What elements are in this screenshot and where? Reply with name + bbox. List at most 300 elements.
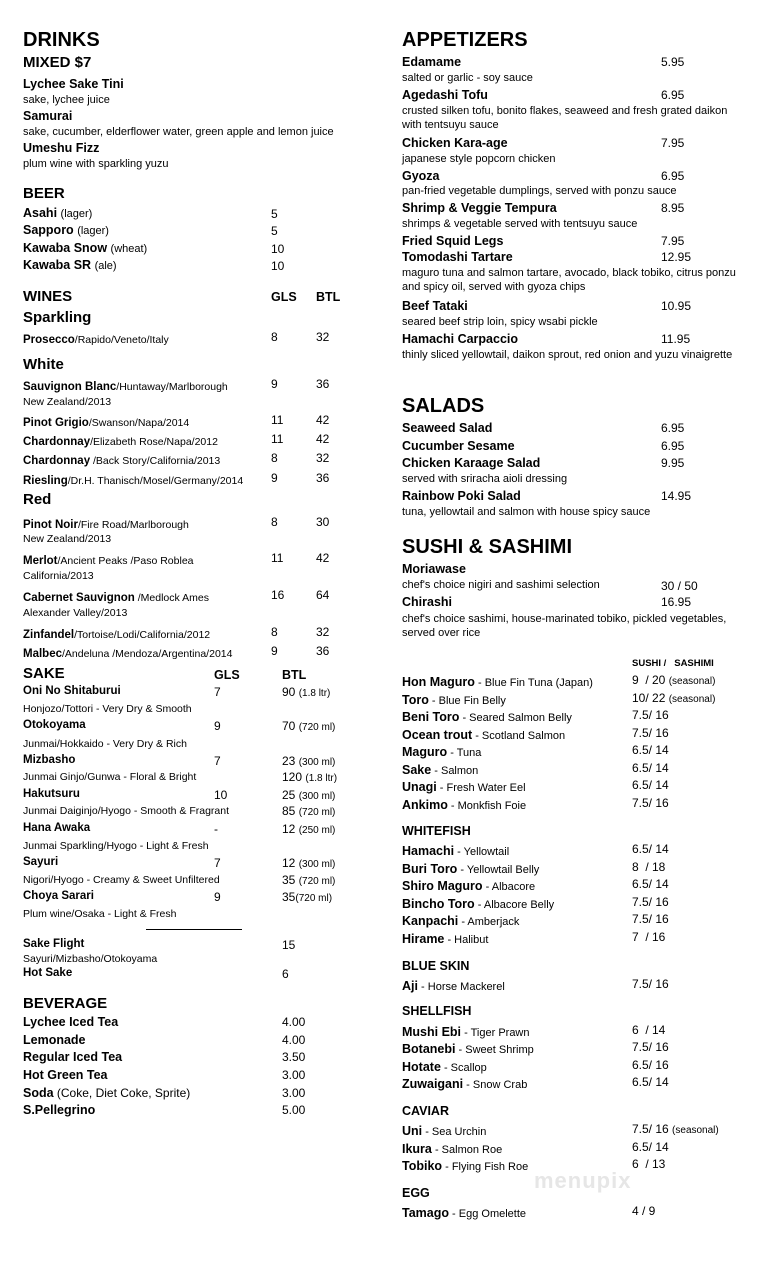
sake-name: Hakutsuru [23,788,80,800]
sushi-name: Ankimo [402,798,448,812]
sushi-name: Bincho Toro [402,897,475,911]
sake-btl-size: (250 ml) [298,825,336,836]
sushi-price: 6.5/ 14 [632,743,669,757]
sushi-desc: - Salmon [431,765,479,777]
sushi-note: (seasonal) [668,676,716,687]
sushi-name: Botanebi [402,1042,456,1056]
app-name: Beef Tataki [402,299,468,313]
beer-item [23,224,109,237]
beverage-name: Hot Green Tea [23,1068,108,1082]
red-title: Red [23,491,52,508]
wine-detail: /Fire Road/Marlborough [77,519,189,531]
salads-title: SALADS [402,395,485,417]
beverage-item [23,1069,108,1082]
beverage-name: Soda [23,1086,54,1100]
sushi-name: Ocean trout [402,728,473,742]
wine-btl: 32 [316,451,330,465]
beverage-item [23,1034,86,1047]
salad-name: Rainbow Poki Salad [402,489,521,503]
app-desc: seared beef strip loin, spicy wsabi pickle [402,316,598,328]
beverage-name: S.Pellegrino [23,1103,96,1117]
sushi-item [402,878,535,894]
beverage-title: BEVERAGE [23,995,108,1012]
app-name: Gyoza [402,169,440,183]
sushi-item [402,797,526,813]
sushi-item [402,744,481,760]
app-name: Hamachi Carpaccio [402,332,519,346]
sushi-item [402,1205,526,1221]
sake-name: Choya Sarari [23,890,94,902]
sushi-name: Maguro [402,745,448,759]
sushi-name: Ikura [402,1142,432,1156]
wine-detail2: New Zealand/2013 [23,396,112,408]
sushi-price-value: 10/ 22 [632,691,666,705]
blueskin-title: BLUE SKIN [402,959,470,973]
wine-detail: /Dr.H. Thanisch/Mosel/Germany/2014 [67,475,244,487]
wine-btl: 30 [316,515,330,529]
wine-name: Pinot Grigio [23,417,89,429]
salad-price: 6.95 [661,439,685,453]
beverage-name: Regular Iced Tea [23,1050,123,1064]
wine-detail: /Rapido/Veneto/Italy [74,334,169,346]
appetizers-title: APPETIZERS [402,29,528,51]
sushi-name: Hon Maguro [402,675,475,689]
app-name: Chicken Kara-age [402,136,508,150]
wine-name: Pinot Noir [23,519,78,531]
sushi-desc: - Albacore Belly [474,899,555,911]
app-desc: japanese style popcorn chicken [402,153,556,165]
sake-btl-size: (300 ml) [298,791,336,802]
beer-name: Kawaba SR [23,258,92,272]
beer-item [23,242,147,255]
app-name: Edamame [402,55,462,69]
app-desc: crusted silken tofu, bonito flakes, seaweed and fresh grated daikon with tentsuyu sauce [402,105,728,131]
sake-btl [282,805,335,818]
wine-btl: 42 [316,432,330,446]
sake-btl [282,891,332,904]
sushi-item [402,727,565,743]
sushi-name: Shiro Maguro [402,879,483,893]
mixed-item-desc: sake, lychee juice [23,94,110,106]
sushi-item [402,674,593,690]
sake-desc: Nigori/Hyogo - Creamy & Sweet Unfiltered [23,874,220,886]
wine-detail: /Ancient Peaks /Paso Roblea [57,555,194,567]
beverage-item [23,1016,118,1029]
sake-flight-price: 15 [282,938,296,952]
beer-note: (lager) [60,208,93,220]
sake-btl [282,857,335,870]
sushi-desc: - Albacore [482,881,536,893]
wine-btl: 36 [316,644,330,658]
app-price: 10.95 [661,299,692,313]
wine-name: Malbec [23,648,62,660]
sake-btl-price: 35 [282,890,296,904]
wine-item [23,516,189,532]
sushi-price: 6.5/ 14 [632,761,669,775]
sake-btl-price: 23 [282,754,296,768]
moriawase-price: 30 / 50 [661,579,698,593]
sake-gls-header: GLS [214,668,240,682]
sake-btl-price: 12 [282,822,296,836]
beverage-name: Lemonade [23,1033,86,1047]
wine-detail: /Huntaway/Marlborough [116,381,228,393]
sake-gls: 7 [214,754,221,768]
sushi-desc: - Horse Mackerel [417,981,505,993]
sushi-desc: - Sweet Shrimp [455,1044,534,1056]
wine-detail: /Back Story/California/2013 [90,455,221,467]
beverage-name: Lychee Iced Tea [23,1015,119,1029]
wine-name: Merlot [23,555,58,567]
sushi-price: 6.5/ 14 [632,778,669,792]
sake-title: SAKE [23,665,65,682]
beverage-price: 3.00 [282,1086,306,1100]
sushi-name: Uni [402,1124,423,1138]
salad-price: 9.95 [661,456,685,470]
mixed-title: MIXED $7 [23,54,92,71]
sake-btl-size: (720 ml) [298,807,336,818]
sake-btl-price: 120 [282,770,303,784]
wine-item [23,452,220,468]
sake-gls: 10 [214,788,228,802]
wine-detail2: New Zealand/2013 [23,533,112,545]
sushi-sashimi-header: SUSHI / SASHIMI [632,658,714,669]
whitefish-title: WHITEFISH [402,824,471,838]
app-name: Agedashi Tofu [402,88,488,102]
sushi-price [632,692,715,705]
app-name: Shrimp & Veggie Tempura [402,201,557,215]
mixed-item-name: Samurai [23,109,73,123]
sushi-name: Toro [402,693,429,707]
wine-item [23,433,218,449]
wine-item [23,472,243,488]
sushi-name: Tobiko [402,1159,443,1173]
sushi-price: 6.5/ 14 [632,1140,669,1154]
beer-title: BEER [23,185,65,202]
sushi-price: 7.5/ 16 [632,977,669,991]
beverage-item [23,1051,122,1064]
sushi-item [402,1158,528,1174]
sushi-item [402,1076,527,1092]
white-title: White [23,356,64,373]
sake-desc: Plum wine/Osaka - Light & Fresh [23,908,177,920]
beverage-item [23,1104,95,1117]
sparkling-title: Sparkling [23,309,92,326]
app-desc: pan-fried vegetable dumplings, served with ponzu sauce [402,185,677,197]
salad-price: 14.95 [661,489,692,503]
sushi-price [632,1123,719,1136]
chirashi-name: Chirashi [402,595,453,609]
sushi-item [402,1141,502,1157]
sake-gls: 9 [214,719,221,733]
sushi-title: SUSHI & SASHIMI [402,536,573,558]
sushi-desc: - Tiger Prawn [461,1027,530,1039]
salad-name: Seaweed Salad [402,421,493,435]
mixed-item-name: Umeshu Fizz [23,141,100,155]
sushi-price: 6.5/ 16 [632,1058,669,1072]
beer-note: (ale) [94,260,117,272]
sushi-item [402,779,526,795]
app-price: 5.95 [661,55,685,69]
sushi-price [632,674,715,687]
sushi-price-value: 7.5/ 16 [632,1122,669,1136]
wine-item [23,414,189,430]
sushi-item [402,931,488,947]
sake-name: Otokoyama [23,719,86,731]
sake-gls: 7 [214,856,221,870]
sake-btl-price: 70 [282,719,296,733]
beverage-price: 5.00 [282,1103,306,1117]
wine-item [23,331,169,347]
caviar-title: CAVIAR [402,1104,449,1118]
sake-btl-size: (300 ml) [298,757,336,768]
sushi-price-value: 9 / 20 [632,673,666,687]
sushi-note: (seasonal) [672,1125,719,1136]
app-price: 6.95 [661,88,685,102]
sushi-desc: - Amberjack [458,916,520,928]
chirashi-desc: chef's choice sashimi, house-marinated tobiko, pickled vegetables, served over rice [402,613,727,639]
sushi-desc: - Blue Fin Belly [428,695,506,707]
wine-name: Sauvignon Blanc [23,381,117,393]
sushi-desc: - Scotland Salmon [472,730,566,742]
sushi-price: 7.5/ 16 [632,796,669,810]
sake-btl-size: (1.8 ltr) [298,688,331,699]
sake-desc: Honjozo/Tottori - Very Dry & Smooth [23,703,192,715]
wine-item [23,645,232,661]
sushi-name: Beni Toro [402,710,460,724]
app-name: Fried Squid Legs [402,234,504,248]
wine-name: Zinfandel [23,629,75,641]
beverage-price: 3.00 [282,1068,306,1082]
wine-btl: 64 [316,588,330,602]
wine-btl: 32 [316,625,330,639]
app-price: 6.95 [661,169,685,183]
sake-btl [282,823,335,836]
hot-sake-price: 6 [282,967,289,981]
beer-price: 5 [271,224,278,238]
sushi-name: Aji [402,979,418,993]
sushi-name: Unagi [402,780,437,794]
sake-btl-size: (1.8 ltr) [305,773,338,784]
wine-detail: /Medlock Ames [134,592,209,604]
sushi-price: 6.5/ 14 [632,842,669,856]
sake-flight-name: Sake Flight [23,938,85,950]
sushi-price: 7.5/ 16 [632,708,669,722]
sushi-desc: - Halibut [444,934,489,946]
beverage-price: 4.00 [282,1033,306,1047]
sake-name: Sayuri [23,856,59,868]
sake-flight-desc: Sayuri/Mizbasho/Otokoyama [23,953,158,965]
wine-item [23,378,228,394]
wines-gls-header: GLS [271,290,297,304]
wine-gls: 8 [271,451,278,465]
sake-name: Hana Awaka [23,822,91,834]
sushi-desc: - Snow Crab [463,1079,528,1091]
sushi-name: Sake [402,763,432,777]
wine-item [23,626,210,642]
wine-gls: 8 [271,625,278,639]
sake-gls: - [214,822,218,836]
beverage-item [23,1087,190,1100]
sushi-name: Kanpachi [402,914,459,928]
sake-gls: 9 [214,890,221,904]
wine-gls: 9 [271,377,278,391]
wine-gls: 8 [271,330,278,344]
wine-gls: 11 [271,551,284,565]
sushi-price: 6.5/ 14 [632,1075,669,1089]
wine-btl: 32 [316,330,330,344]
mixed-item-desc: sake, cucumber, elderflower water, green apple and lemon juice [23,126,334,138]
beverage-note: (Coke, Diet Coke, Sprite) [53,1086,191,1100]
wine-detail2: California/2013 [23,570,94,582]
sake-btl [282,755,335,768]
sushi-name: Hirame [402,932,445,946]
sushi-desc: - Fresh Water Eel [436,782,526,794]
sushi-desc: - Egg Omelette [449,1208,527,1220]
wine-detail: /Swanson/Napa/2014 [88,417,190,429]
beer-price: 10 [271,242,285,256]
app-desc: shrimps & vegetable served with tentsuyu sauce [402,218,638,230]
wine-detail: /Elizabeth Rose/Napa/2012 [90,436,218,448]
sushi-item [402,913,519,929]
sushi-price: 7 / 16 [632,930,666,944]
sushi-desc: - Sea Urchin [422,1126,487,1138]
sushi-desc: - Seared Salmon Belly [459,712,572,724]
sushi-desc: - Salmon Roe [431,1144,503,1156]
sushi-name: Tamago [402,1206,449,1220]
sake-btl [282,686,330,699]
sushi-item [402,1024,530,1040]
sushi-price: 6 / 13 [632,1157,666,1171]
wine-gls: 9 [271,471,278,485]
sake-desc: Junmai Daiginjo/Hyogo - Smooth & Fragrant [23,805,230,817]
sake-btl-price: 35 [282,873,296,887]
sake-btl [282,720,335,733]
beer-name: Kawaba Snow [23,241,108,255]
sushi-name: Buri Toro [402,862,458,876]
egg-title: EGG [402,1186,430,1200]
beer-item [23,207,92,220]
sake-btl-size: (720 ml) [298,722,336,733]
sushi-price: 6 / 14 [632,1023,666,1037]
beer-price: 5 [271,207,278,221]
drinks-title: DRINKS [23,29,100,51]
wine-name: Chardonnay [23,436,91,448]
app-price: 7.95 [661,136,685,150]
sushi-item [402,861,539,877]
sushi-name: Mushi Ebi [402,1025,462,1039]
app-price: 7.95 [661,234,685,248]
wine-name: Cabernet Sauvignon [23,592,135,604]
sake-desc: Junmai Sparkling/Hyogo - Light & Fresh [23,840,209,852]
sushi-desc: - Scallop [440,1062,487,1074]
sake-btl-size: (300 ml) [298,859,336,870]
sushi-desc: - Tuna [447,747,482,759]
sake-btl-size: (720 ml) [298,876,336,887]
beer-note: (wheat) [110,243,148,255]
app-name: Tomodashi Tartare [402,250,513,264]
wine-btl: 36 [316,471,330,485]
shellfish-title: SHELLFISH [402,1004,472,1018]
wine-name: Prosecco [23,334,75,346]
moriawase-name: Moriawase [402,562,466,576]
wines-btl-header: BTL [316,290,341,304]
app-desc: thinly sliced yellowtail, daikon sprout, red onion and yuzu vinaigrette [402,349,733,361]
beer-price: 10 [271,259,285,273]
sushi-price: 4 / 9 [632,1204,656,1218]
salad-desc: served with sriracha aioli dressing [402,473,568,485]
sake-btl-header: BTL [282,668,307,682]
sushi-desc: - Yellowtail [454,846,510,858]
hot-sake-name: Hot Sake [23,967,73,979]
sushi-item [402,896,554,912]
beer-item [23,259,117,272]
wine-gls: 16 [271,588,285,602]
sushi-item [402,1123,486,1139]
app-desc: maguro tuna and salmon tartare, avocado, black tobiko, citrus ponzu and spicy oil, served with gyoza chips [402,267,736,293]
wine-btl: 42 [316,551,330,565]
beer-note: (lager) [77,225,109,237]
sake-gls: 7 [214,685,221,699]
mixed-item-name: Lychee Sake Tini [23,77,124,91]
sake-btl [282,789,335,802]
sushi-item [402,762,478,778]
salad-desc: tuna, yellowtail and salmon with house spicy sauce [402,506,651,518]
sushi-item [402,709,572,725]
app-price: 11.95 [661,332,691,346]
wine-btl: 36 [316,377,330,391]
sushi-note: (seasonal) [668,694,716,705]
sushi-item [402,1059,487,1075]
sushi-price: 7.5/ 16 [632,726,669,740]
sake-btl-price: 12 [282,856,296,870]
sushi-item [402,978,505,994]
sushi-item [402,1041,534,1057]
sake-btl-price: 85 [282,804,296,818]
sake-desc: Junmai/Hokkaido - Very Dry & Rich [23,738,187,750]
app-price: 8.95 [661,201,685,215]
wine-detail: /Tortoise/Lodi/California/2012 [74,629,211,641]
app-desc: salted or garlic - soy sauce [402,72,533,84]
sake-name: Mizbasho [23,754,76,766]
salad-name: Cucumber Sesame [402,439,515,453]
watermark-logo: menupix [534,1168,632,1193]
sushi-price: 7.5/ 16 [632,912,669,926]
wine-gls: 8 [271,515,278,529]
sushi-item [402,692,506,708]
beverage-price: 4.00 [282,1015,306,1029]
sake-btl-size: (720 ml) [295,893,333,904]
wine-detail: /Andeluna /Mendoza/Argentina/2014 [62,648,233,660]
divider [146,929,242,930]
wine-gls: 11 [271,413,284,427]
sushi-name: Hotate [402,1060,441,1074]
sake-desc: Junmai Ginjo/Gunwa - Floral & Bright [23,771,197,783]
wine-item [23,589,209,605]
sake-btl-price: 25 [282,788,296,802]
sake-name: Oni No Shitaburui [23,685,121,697]
sushi-price: 7.5/ 16 [632,895,669,909]
app-price: 12.95 [661,250,692,264]
beverage-price: 3.50 [282,1050,306,1064]
wine-btl: 42 [316,413,330,427]
wine-name: Riesling [23,475,68,487]
sushi-desc: - Yellowtail Belly [457,864,540,876]
sushi-desc: - Flying Fish Roe [442,1161,529,1173]
sushi-price: 8 / 18 [632,860,666,874]
chirashi-price: 16.95 [661,595,692,609]
sushi-price: 6.5/ 14 [632,877,669,891]
wine-item [23,552,194,568]
